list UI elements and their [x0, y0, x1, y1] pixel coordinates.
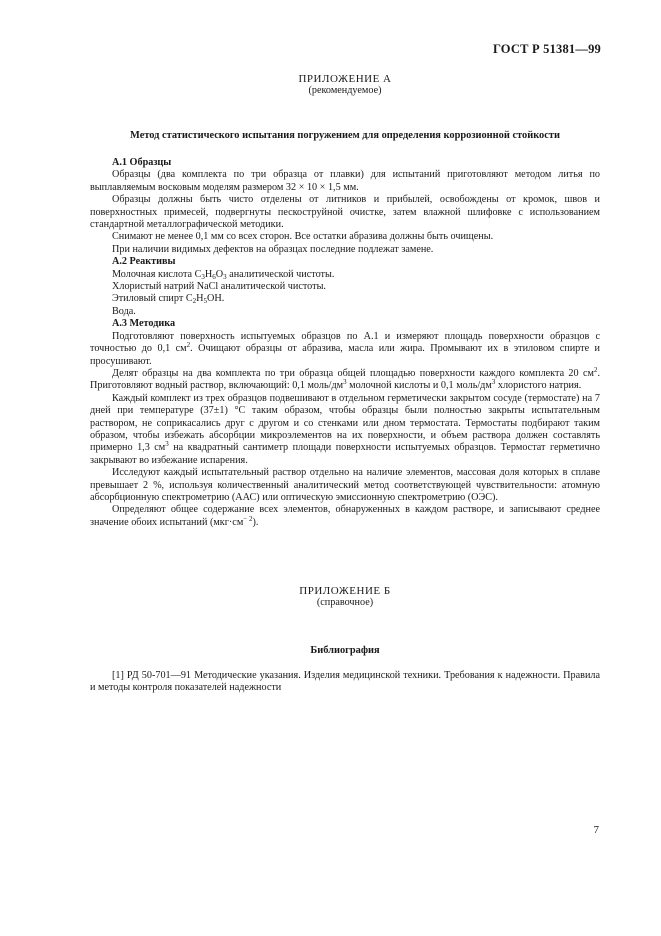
reagent-sodium-chloride: Хлористый натрий NaCl аналитической чистоты. — [112, 281, 326, 293]
paragraph: При наличии видимых дефектов на образцах последние подлежат замене. — [112, 243, 434, 255]
paragraph: Подготовляют поверхность испытуемых образцов по А.1 и измеряют площадь поверхности образцов с точностью до 0,1 $см^2$. Очищают образцы от абразива, масла или жира. Промывают их в этиловом спирте и просушивают. — [90, 330, 600, 367]
reagent-ethanol: Этиловый спирт $C_2H_5OH$. — [112, 293, 225, 306]
document-id: ГОСТ Р 51381—99 — [492, 42, 601, 56]
bibliography — [90, 670, 600, 695]
paragraph: Определяют общее содержание всех элементов, обнаруженных в каждом растворе, и записывают среднее значение обоих испытаний $(мкг\cdot см^{- 2})$. — [90, 504, 600, 528]
paragraph: Образцы (два комплекта по три образца от плавки) для испытаний приготовляют методом литья по выплавляемым восковым моделям размером 32 × 10 × 1,5 мм. — [90, 169, 600, 193]
bibliography-entry: [1] РД 50-701—91 Методические указания. Изделия медицинской техники. Требования к надежности. Правила и методы контроля показателей надежности — [90, 670, 600, 694]
appendix-a-body — [90, 157, 600, 529]
paragraph: Исследуют каждый испытательный раствор отдельно на наличие элементов, массовая доля которых в сплаве превышает 2 %, используя количественный аналитический метод соответствующей чувствительности: атомную абсорбционную спектрометрию (ААС) или оптическую эмиссионную спектрометрию (ОЭС). — [90, 467, 600, 503]
page-number: 7 — [593, 824, 599, 836]
appendix-b-header — [90, 585, 600, 609]
paragraph: Образцы должны быть чисто отделены от литников и прибылей, освобождены от кромок, швов и поверхностных примесей, подвергнуты пескоструйной очистке, затем влажной шлифовке с использованием стандартной металлографической методики. — [90, 194, 600, 231]
reagent-water: Вода. — [112, 305, 136, 317]
appendix-a-heading: Метод статистического испытания погружением для определения коррозионной стойкости — [130, 130, 560, 141]
paragraph: Делят образцы на два комплекта по три образца общей площадью поверхности каждого комплекта 20 $см^2$. Приготовляют водный раствор, включающий: 0,1 моль/$дм^3$ молочной кислоты и 0,1 моль/$дм^3$ хлористого натрия. — [90, 365, 600, 392]
paragraph: Каждый комплект из трех образцов подвешивают в отдельном герметически закрытом сосуде (термостате) на 7 дней при температуре (37±1) °С таким образом, чтобы образцы были полностью закрыты испытательным раствором, не соприкасались друг с другом и со стенками или дном термостата. Термостаты подбирают таким образом, чтобы избежать абсорбции микроэлементов на их поверхности, и объем раствора должен составлять примерно 1,3 $см^3$ на квадратный сантиметр площади поверхности испытуемых образцов. Термостат герметично закрывают во избежание испарения. — [90, 392, 600, 466]
appendix-b-heading: Библиография — [310, 645, 380, 656]
section-a3-heading: А.3 Методика — [112, 318, 176, 330]
section-a1-heading: А.1 Образцы — [112, 157, 172, 168]
reagent-lactic-acid: Молочная кислота $C_3H_6O_3$ аналитической чистоты. — [112, 268, 335, 281]
appendix-b-title: ПРИЛОЖЕНИЕ Б — [299, 585, 391, 597]
appendix-a-header — [90, 73, 600, 97]
paragraph: Снимают не менее 0,1 мм со всех сторон. Все остатки абразива должны быть очищены. — [112, 231, 494, 243]
appendix-a-title: ПРИЛОЖЕНИЕ А — [298, 73, 392, 85]
appendix-a-subtitle: (рекомендуемое) — [308, 85, 382, 96]
appendix-b-subtitle: (справочное) — [316, 597, 374, 608]
section-a2-heading: А.2 Реактивы — [112, 256, 176, 268]
